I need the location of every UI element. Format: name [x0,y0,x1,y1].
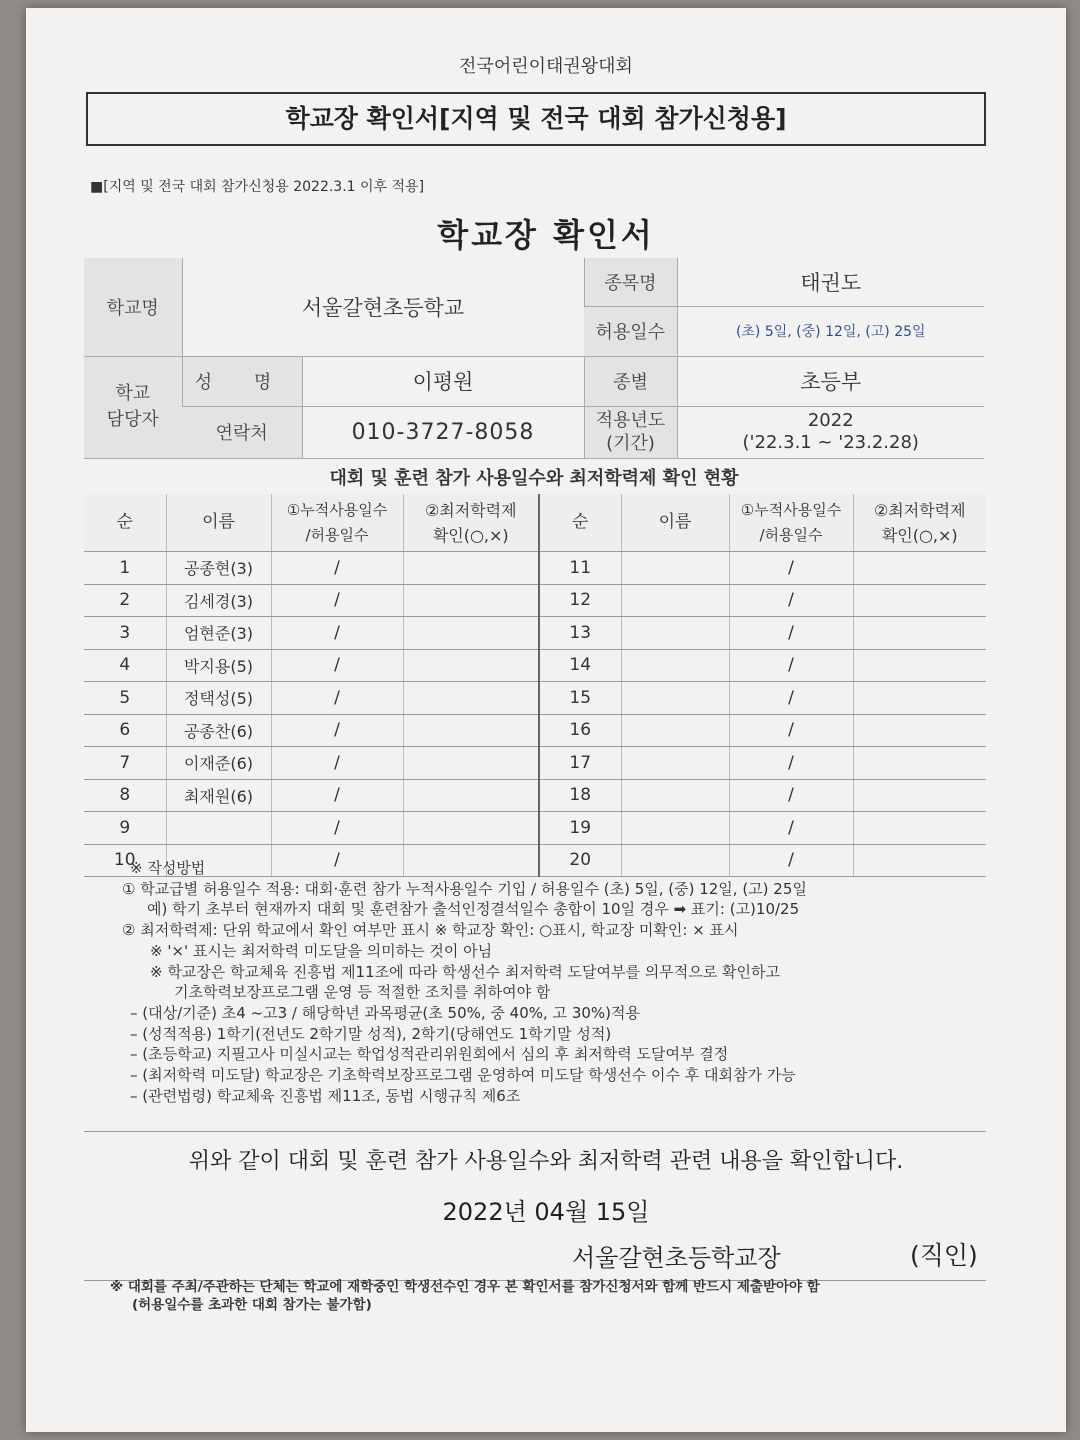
row-no-2: 16 [539,714,621,747]
roster-header-row [84,494,986,552]
days-cell: / [271,682,403,715]
school-label: 학교명 [84,258,182,356]
school-value: 서울갈현초등학교 [182,258,584,356]
check-cell [403,649,539,682]
col-check-2: ②최저학력제 확인(○,×) [853,494,986,552]
check-cell-2 [853,714,986,747]
note-line: ※ 작성방법 [130,859,206,877]
days-cell-2: / [729,584,853,617]
row-no-2: 18 [539,779,621,812]
col-no: 순 [84,494,166,552]
days-cell: / [271,649,403,682]
row-no: 7 [84,747,166,780]
row-no-2: 11 [539,552,621,585]
confirmation-statement: 위와 같이 대회 및 훈련 참가 사용일수와 최저학력 관련 내용을 확인합니다. [188,1149,904,1174]
event-subtitle: 전국어린이태권왕대회 [459,56,633,77]
col-days-2: ①누적사용일수 /허용일수 [729,494,853,552]
note-line: 기초학력보장프로그램 운영 등 적절한 조치를 취하여야 함 [174,983,551,1002]
check-cell [403,682,539,715]
student-name-2 [621,552,729,585]
note-line: ※ '×' 표시는 최저학력 미도달을 의미하는 것이 아님 [150,941,493,960]
table-row [84,812,986,845]
row-no-2: 12 [539,584,621,617]
days-cell: / [271,812,403,845]
row-no: 8 [84,779,166,812]
student-name: 최재원(6) [166,779,271,812]
table-row [84,714,986,747]
check-cell-2 [853,617,986,650]
table-row [84,649,986,682]
allowed-days-value: (초) 5일, (중) 12일, (고) 25일 [677,306,984,356]
check-cell [403,779,539,812]
note-line: – (대상/기준) 초4 ~고3 / 해당학년 과목평균(초 50%, 중 40%, 고 30%)적용 [130,1003,640,1022]
note-line: – (성적적용) 1학기(전년도 2학기말 성적), 2학기(당해연도 1학기말 성적) [130,1024,612,1043]
student-name-2 [621,682,729,715]
student-name: 공종현(3) [166,552,271,585]
student-name: 정택성(5) [166,682,271,715]
row-no: 2 [84,584,166,617]
official-seal-label: (직인) [910,1241,978,1270]
check-cell [403,552,539,585]
col-name-2: 이름 [621,494,729,552]
name-label: 성 명 [182,356,302,406]
student-name: 공종찬(6) [166,714,271,747]
check-cell-2 [853,747,986,780]
table-row [84,682,986,715]
days-cell: / [271,552,403,585]
sport-value: 태권도 [677,258,984,306]
days-cell-2: / [729,812,853,845]
student-name: 박지용(5) [166,649,271,682]
contact-value: 010-3727-8058 [302,406,584,458]
table-row [84,552,986,585]
year-value: 2022 [807,410,854,431]
student-name: 김세경(3) [166,584,271,617]
check-cell [403,747,539,780]
check-cell-2 [853,552,986,585]
days-cell: / [271,617,403,650]
row-no-2: 14 [539,649,621,682]
roster-title: 대회 및 훈련 참가 사용일수와 최저학력제 확인 현황 [84,460,984,499]
page-title: 학교장 확인서 [437,216,655,254]
note-line: 예) 학기 초부터 현재까지 대회 및 훈련참가 출석인정결석일수 총합이 10일 경우 ➡ 표기: (고)10/25 [147,900,800,919]
row-no: 6 [84,714,166,747]
roster-table [84,494,986,877]
days-cell: / [271,779,403,812]
days-cell: / [271,584,403,617]
footnote [110,1278,820,1314]
note-line: – (최저학력 미도달) 학교장은 기초학력보장프로그램 운영하여 미도달 학생선수 이수 후 대회참가 가능 [130,1066,796,1085]
days-cell-2: / [729,747,853,780]
days-cell-2: / [729,779,853,812]
check-cell [403,714,539,747]
sport-label: 종목명 [584,258,677,306]
check-cell-2 [853,682,986,715]
check-cell-2 [853,779,986,812]
principal-title: 서울갈현초등학교장 [572,1244,781,1272]
days-cell: / [271,747,403,780]
days-cell-2: / [729,617,853,650]
col-check: ②최저학력제 확인(○,×) [403,494,539,552]
row-no-2: 19 [539,812,621,845]
category-label: 종별 [584,356,677,406]
days-cell-2: / [729,552,853,585]
student-name-2 [621,617,729,650]
days-cell-2: / [729,649,853,682]
footnote-line-1: ※ 대회를 주최/주관하는 단체는 학교에 재학중인 학생선수인 경우 본 확인서를 참가신청서와 함께 반드시 제출받아야 함 [110,1279,820,1295]
manager-label: 학교 담당자 [84,356,182,458]
row-no-2: 15 [539,682,621,715]
days-cell-2: / [729,682,853,715]
check-cell-2 [853,584,986,617]
days-cell: / [271,714,403,747]
col-no-2: 순 [539,494,621,552]
student-name: 엄현준(3) [166,617,271,650]
row-no-2: 13 [539,617,621,650]
table-row [84,584,986,617]
col-days: ①누적사용일수 /허용일수 [271,494,403,552]
allowed-days-label: 허용일수 [584,306,677,356]
row-no: 9 [84,812,166,845]
document-page [26,8,1066,1432]
note-line: – (초등학교) 지필고사 미실시교는 학업성적관리위원회에서 심의 후 최저학력 도달여부 결정 [130,1045,729,1064]
applicability-note: ■[지역 및 전국 대회 참가신청용 2022.3.1 이후 적용] [90,179,425,195]
form-title-box: 학교장 확인서[지역 및 전국 대회 참가신청용] [86,92,986,146]
student-name-2 [621,649,729,682]
check-cell [403,584,539,617]
table-row [84,779,986,812]
table-row [84,747,986,780]
days-cell-2: / [729,714,853,747]
col-name: 이름 [166,494,271,552]
manager-name: 이평원 [302,356,584,406]
year-label: 적용년도 (기간) [584,406,677,458]
note-line: ※ 학교장은 학교체육 진흥법 제11조에 따라 학생선수 최저학력 도달여부를 의무적으로 확인하고 [150,962,780,981]
student-name-2 [621,779,729,812]
check-cell [403,617,539,650]
student-name-2 [621,747,729,780]
row-no: 4 [84,649,166,682]
instructions [90,858,1010,1106]
contact-label: 연락처 [182,406,302,458]
divider [84,1131,986,1132]
year-period: ('22.3.1 ~ '23.2.28) [742,432,919,453]
row-no: 3 [84,617,166,650]
row-no: 1 [84,552,166,585]
check-cell-2 [853,649,986,682]
row-no-2: 17 [539,747,621,780]
days-cell-2: / [729,844,853,877]
note-line: ① 학교급별 허용일수 적용: 대회·훈련 참가 누적사용일수 기입 / 허용일수 (초) 5일, (중) 12일, (고) 25일 [122,879,807,898]
table-row [84,617,986,650]
note-line: ② 최저학력제: 단위 학교에서 확인 여부만 표시 ※ 학교장 확인: ○표시, 학교장 미확인: × 표시 [122,921,739,940]
student-name-2 [621,812,729,845]
student-name [166,812,271,845]
student-name-2 [621,714,729,747]
row-no-2: 20 [539,844,621,877]
year-cell [677,406,984,458]
row-no: 10 [84,844,166,877]
note-line: – (관련법령) 학교체육 진흥법 제11조, 동법 시행규칙 제6조 [130,1086,521,1105]
student-name: 이재준(6) [166,747,271,780]
days-cell: / [271,844,403,877]
school-info-table [84,258,984,459]
issue-date: 2022년 04월 15일 [442,1198,650,1226]
student-name-2 [621,584,729,617]
category-value: 초등부 [677,356,984,406]
footnote-line-2: (허용일수를 초과한 대회 참가는 불가함) [132,1297,372,1313]
check-cell [403,812,539,845]
check-cell-2 [853,812,986,845]
row-no: 5 [84,682,166,715]
